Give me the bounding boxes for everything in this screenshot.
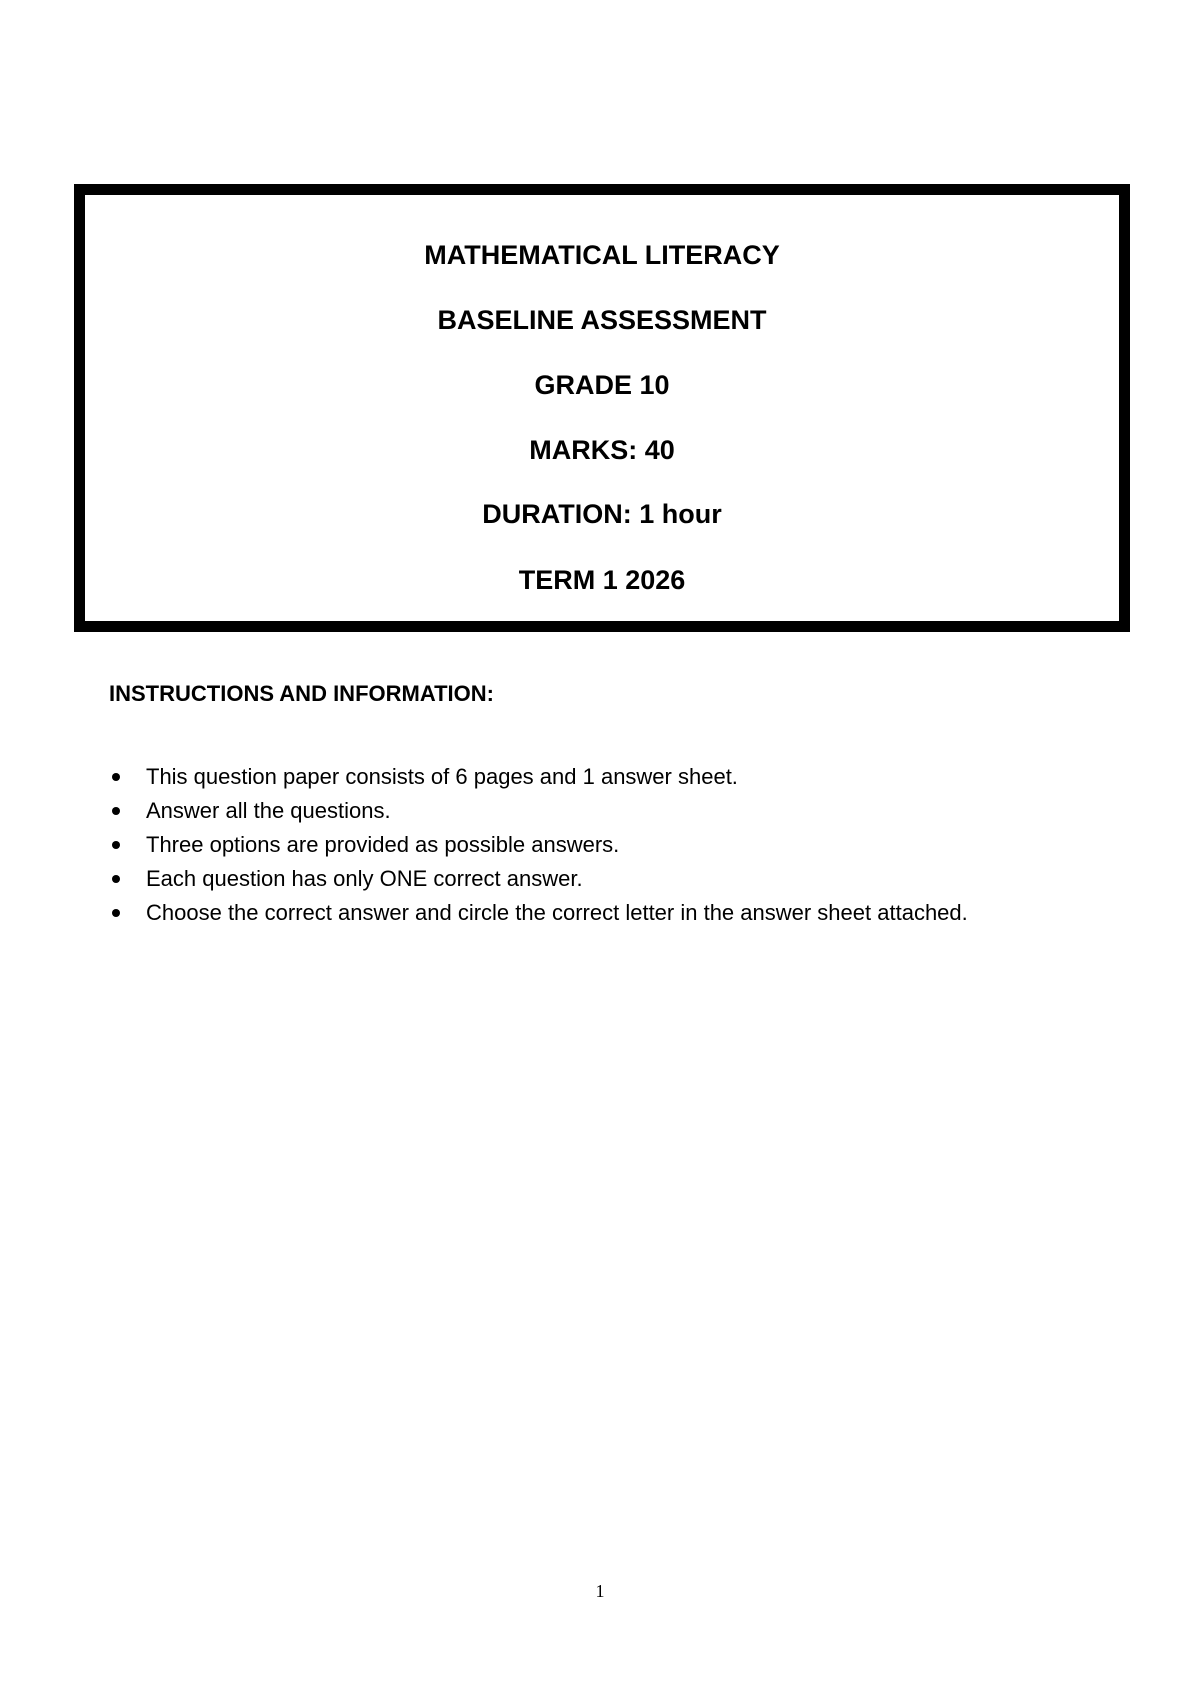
instruction-text: This question paper consists of 6 pages and 1 answer sheet.: [146, 764, 738, 789]
bullet-icon: [112, 841, 120, 849]
instruction-item: [109, 828, 968, 862]
bullet-icon: [112, 875, 120, 883]
instruction-item: [109, 760, 968, 794]
instruction-text: Each question has only ONE correct answer.: [146, 866, 583, 891]
instruction-text: Choose the correct answer and circle the correct letter in the answer sheet attached.: [146, 900, 968, 925]
instructions-heading: INSTRUCTIONS AND INFORMATION:: [109, 681, 494, 706]
bullet-icon: [112, 807, 120, 815]
subject-title: MATHEMATICAL LITERACY: [424, 240, 780, 270]
instruction-item: [109, 794, 968, 828]
marks-label: MARKS: 40: [529, 435, 675, 465]
instruction-item: [109, 896, 968, 930]
instructions-list: [109, 760, 968, 930]
cover-title-box: [74, 184, 1130, 632]
bullet-icon: [112, 909, 120, 917]
term-label: TERM 1 2026: [518, 565, 686, 595]
bullet-icon: [112, 773, 120, 781]
instruction-text: Three options are provided as possible answers.: [146, 832, 620, 857]
duration-label: DURATION: 1 hour: [482, 499, 722, 529]
grade-label: GRADE 10: [534, 370, 670, 400]
assessment-title: BASELINE ASSESSMENT: [437, 305, 767, 335]
instruction-text: Answer all the questions.: [146, 798, 391, 823]
page-number: 1: [595, 1581, 605, 1601]
instruction-item: [109, 862, 968, 896]
